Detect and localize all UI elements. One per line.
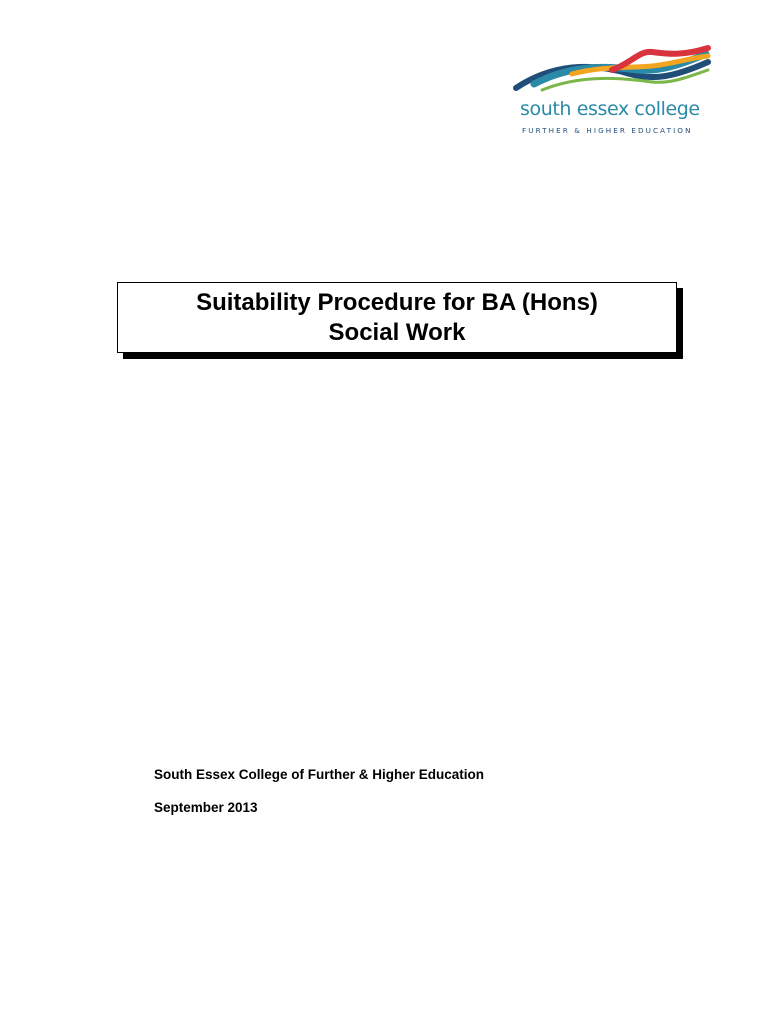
document-title-line-1: Suitability Procedure for BA (Hons) <box>196 288 598 316</box>
document-title-line-2: Social Work <box>328 318 466 346</box>
logo-swoosh-icon <box>512 44 712 100</box>
footer-date: September 2013 <box>154 800 258 815</box>
footer-organisation: South Essex College of Further & Higher Education <box>154 767 485 782</box>
document-title-box <box>117 282 677 353</box>
logo-tagline: FURTHER & HIGHER EDUCATION <box>522 126 693 135</box>
college-logo <box>512 44 712 140</box>
logo-college-name: south essex college <box>520 98 700 120</box>
